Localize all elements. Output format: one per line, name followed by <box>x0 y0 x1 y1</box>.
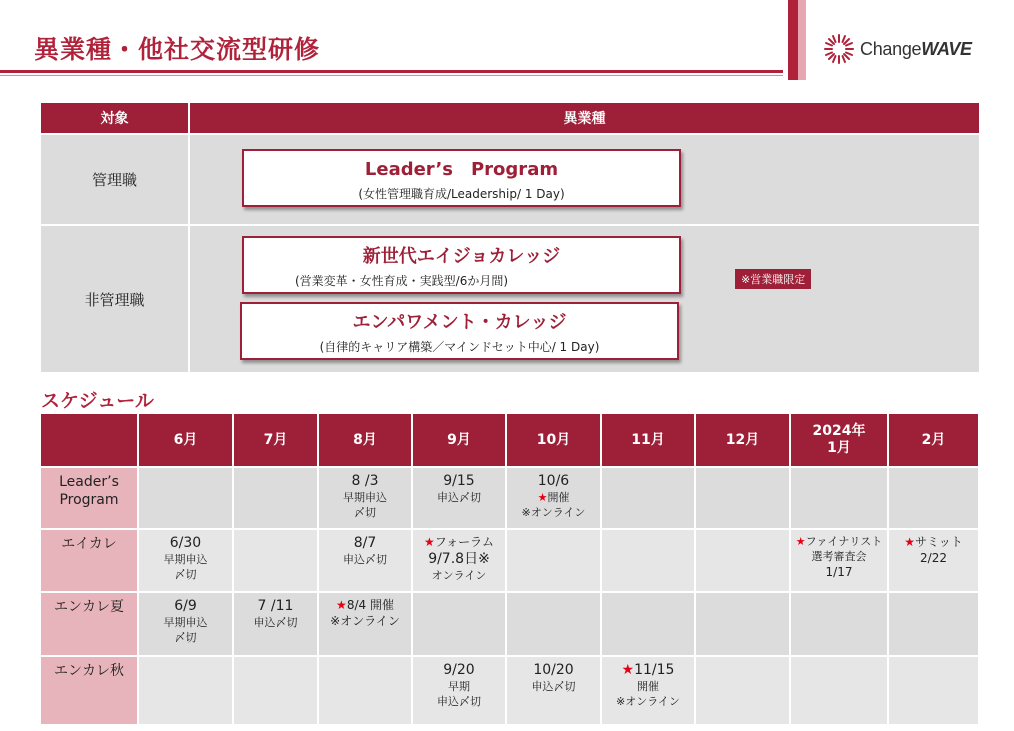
row-label-management: 管理職 <box>41 135 188 224</box>
star-icon: ★ <box>423 535 435 549</box>
schedule-cell <box>413 657 505 724</box>
schedule-entry-text: ※オンライン <box>330 614 400 628</box>
schedule-entry-text: 8 /3 <box>351 473 379 489</box>
accent-bar-light <box>798 0 806 80</box>
schedule-entry-line <box>413 472 505 490</box>
schedule-entry-line <box>139 615 232 630</box>
schedule-entry-text: ※オンライン <box>616 695 680 708</box>
schedule-entry-line <box>413 661 505 679</box>
month-header: 9月 <box>413 414 505 466</box>
schedule-entry-line <box>889 534 978 550</box>
schedule-cell <box>602 468 694 528</box>
schedule-cell <box>139 657 232 724</box>
schedule-entry-text: 1/17 <box>825 565 853 579</box>
schedule-entry-line <box>413 568 505 583</box>
schedule-cell <box>889 593 978 655</box>
schedule-entry-line <box>507 490 600 505</box>
schedule-entry-line <box>889 550 978 566</box>
schedule-entry-line <box>319 597 411 613</box>
schedule-entry-text: オンライン <box>431 569 487 582</box>
schedule-entry-line <box>413 534 505 550</box>
leaders-program-box <box>242 149 681 207</box>
schedule-entry-line <box>139 567 232 582</box>
schedule-row-label: エンカレ秋 <box>41 657 137 724</box>
schedule-cell <box>889 468 978 528</box>
logo-main: Change <box>860 38 922 59</box>
schedule-entry-line <box>413 550 505 568</box>
schedule-entry-line <box>139 552 232 567</box>
schedule-cell <box>507 593 600 655</box>
month-header: 6月 <box>139 414 232 466</box>
schedule-row-label: エイカレ <box>41 530 137 591</box>
empowerment-college-title: エンパワメント・カレッジ <box>352 311 567 333</box>
month-header: 10月 <box>507 414 600 466</box>
schedule-entry-line <box>413 694 505 709</box>
schedule-entry-text: 開催 <box>637 680 659 693</box>
management-programs <box>190 135 979 224</box>
schedule-cell <box>791 530 887 591</box>
schedule-cell <box>889 657 978 724</box>
schedule-cell <box>319 593 411 655</box>
eijio-college-subtitle: (営業変革・女性育成・実践型/6か月間) <box>294 273 509 288</box>
schedule-cell <box>602 593 694 655</box>
schedule-entry-text: 開催 <box>547 491 570 504</box>
schedule-corner-header <box>41 414 137 466</box>
schedule-cell <box>507 468 600 528</box>
month-header: 7月 <box>234 414 317 466</box>
schedule-entry-text: 申込〆切 <box>437 491 481 504</box>
schedule-entry-line <box>413 679 505 694</box>
schedule-entry-line <box>234 615 317 630</box>
schedule-cell <box>413 468 505 528</box>
schedule-row-label: Leader’s Program <box>41 468 137 528</box>
schedule-entry-line <box>319 505 411 520</box>
logo-accent: WAVE <box>921 38 972 59</box>
changewave-logo <box>822 32 972 66</box>
schedule-entry-text: 10/20 <box>533 662 574 678</box>
schedule-entry-line <box>507 679 600 694</box>
schedule-entry-text: 8/4 開催 <box>346 598 394 612</box>
sales-only-badge: ※営業職限定 <box>735 269 811 289</box>
schedule-cell <box>696 593 789 655</box>
schedule-entry-text: 申込〆切 <box>531 680 576 693</box>
schedule-cell <box>791 593 887 655</box>
schedule-cell <box>507 530 600 591</box>
schedule-entry-text: 申込〆切 <box>343 553 387 566</box>
schedule-entry-line <box>507 661 600 679</box>
logo-wordmark <box>860 39 972 60</box>
schedule-cell <box>602 657 694 724</box>
schedule-entry-text: 9/15 <box>443 473 475 489</box>
schedule-row-label: エンカレ夏 <box>41 593 137 655</box>
schedule-cell <box>234 593 317 655</box>
schedule-entry-line <box>602 661 694 679</box>
schedule-entry-line <box>507 505 600 520</box>
schedule-entry-line <box>791 564 887 580</box>
star-icon: ★ <box>537 491 548 504</box>
schedule-cell <box>413 593 505 655</box>
schedule-cell <box>319 468 411 528</box>
month-header: 12月 <box>696 414 789 466</box>
schedule-entry-text: 6/9 <box>174 598 197 614</box>
schedule-cell <box>234 468 317 528</box>
schedule-entry-text: 2/22 <box>920 551 947 565</box>
schedule-cell <box>234 657 317 724</box>
schedule-entry-text: 9/20 <box>443 662 475 678</box>
schedule-cell <box>507 657 600 724</box>
schedule-cell <box>139 468 232 528</box>
schedule-entry-text: ※オンライン <box>521 506 586 519</box>
schedule-entry-text: 7 /11 <box>257 598 294 614</box>
title-underline <box>0 70 783 73</box>
non-management-programs <box>190 226 979 372</box>
schedule-entry-line <box>791 534 887 549</box>
schedule-entry-text: 早期申込 <box>163 616 208 629</box>
month-header: 2024年 1月 <box>791 414 887 466</box>
star-icon: ★ <box>336 598 347 612</box>
schedule-entry-line <box>319 472 411 490</box>
schedule-entry-line <box>791 549 887 564</box>
eijio-college-title: 新世代エイジョカレッジ <box>362 245 561 267</box>
schedule-entry-line <box>139 597 232 615</box>
eijio-college-box <box>242 236 681 294</box>
schedule-cell <box>234 530 317 591</box>
schedule-entry-line <box>234 597 317 615</box>
schedule-entry-line <box>319 613 411 629</box>
program-table <box>41 103 979 368</box>
star-icon: ★ <box>795 535 806 548</box>
star-icon: ★ <box>904 535 915 549</box>
schedule-cell <box>696 657 789 724</box>
schedule-cell <box>889 530 978 591</box>
schedule-cell <box>696 530 789 591</box>
schedule-entry-text: 〆切 <box>174 568 197 581</box>
schedule-cell <box>319 530 411 591</box>
schedule-entry-line <box>139 534 232 552</box>
schedule-entry-text: フォーラム <box>434 535 495 549</box>
schedule-entry-text: 〆切 <box>174 631 197 644</box>
schedule-entry-text: 10/6 <box>537 473 570 489</box>
accent-bar-dark <box>788 0 798 80</box>
schedule-entry-text: 9/7.8日※ <box>428 551 490 567</box>
schedule-cell <box>139 593 232 655</box>
schedule-entry-line <box>139 630 232 645</box>
schedule-entry-text: 11/15 <box>634 662 675 678</box>
month-header: 2月 <box>889 414 978 466</box>
schedule-entry-text: 〆切 <box>354 506 376 519</box>
schedule-entry-line <box>319 534 411 552</box>
schedule-entry-text: 8/7 <box>353 535 377 551</box>
schedule-cell <box>139 530 232 591</box>
page-title: 異業種・他社交流型研修 <box>34 35 321 64</box>
schedule-entry-text: 早期申込 <box>163 553 208 566</box>
schedule-cell <box>602 530 694 591</box>
schedule-entry-line <box>413 490 505 505</box>
schedule-cell <box>791 468 887 528</box>
schedule-entry-text: 6/30 <box>169 535 202 551</box>
schedule-entry-line <box>319 490 411 505</box>
schedule-cell <box>791 657 887 724</box>
schedule-cell <box>413 530 505 591</box>
schedule-entry-line <box>602 679 694 694</box>
leaders-program-subtitle: (女性管理職育成/Leadership/ 1 Day) <box>358 186 565 201</box>
schedule-entry-line <box>319 552 411 567</box>
starburst-logo-icon <box>822 32 856 66</box>
schedule-entry-text: サミット <box>915 535 963 549</box>
schedule-heading: スケジュール <box>41 390 154 412</box>
star-icon: ★ <box>621 662 635 678</box>
schedule-entry-text: 選考審査会 <box>811 550 867 563</box>
header-industry: 異業種 <box>190 103 979 133</box>
schedule-entry-text: 早期 <box>448 680 470 693</box>
schedule-table <box>41 414 972 725</box>
month-header: 11月 <box>602 414 694 466</box>
schedule-cell <box>319 657 411 724</box>
schedule-entry-text: 申込〆切 <box>437 695 481 708</box>
title-underline-thin <box>0 75 783 76</box>
header-target: 対象 <box>41 103 188 133</box>
leaders-program-title: Leader’s Program <box>364 158 559 180</box>
schedule-entry-line <box>602 694 694 709</box>
empowerment-college-box <box>240 302 679 360</box>
schedule-cell <box>696 468 789 528</box>
schedule-entry-text: 早期申込 <box>343 491 387 504</box>
schedule-entry-text: ファイナリスト <box>805 535 883 548</box>
empowerment-college-subtitle: (自律的キャリア構築／マインドセット中心/ 1 Day) <box>319 339 600 354</box>
schedule-entry-text: 申込〆切 <box>253 616 298 629</box>
row-label-non-management: 非管理職 <box>41 226 188 372</box>
schedule-entry-line <box>507 472 600 490</box>
month-header: 8月 <box>319 414 411 466</box>
